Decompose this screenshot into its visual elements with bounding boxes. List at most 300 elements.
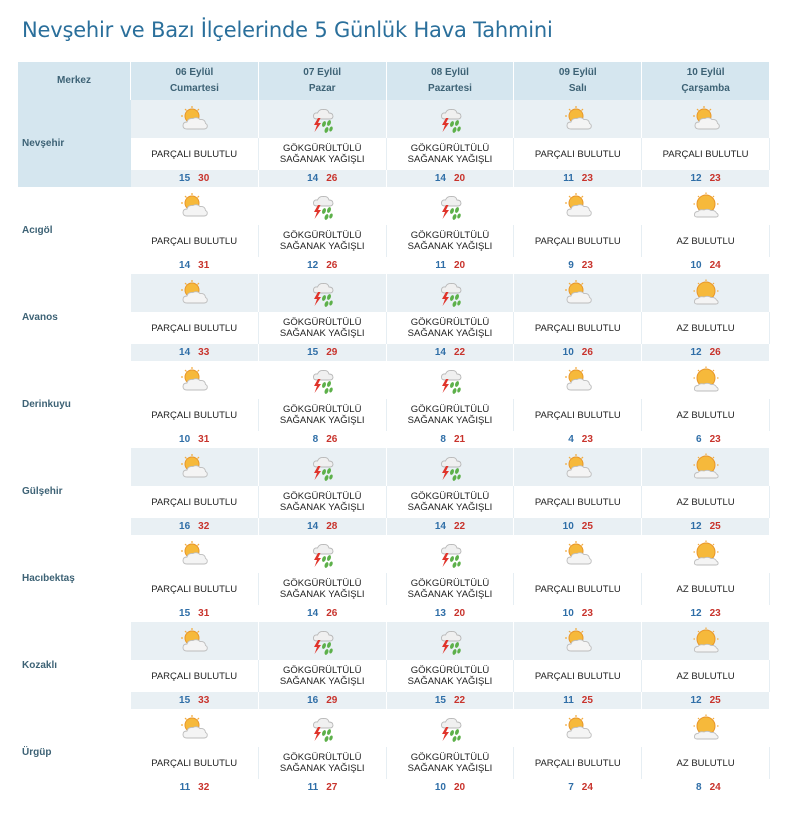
low-temperature: 15: [179, 695, 191, 706]
partly-cloudy-icon: [179, 284, 209, 301]
description-line: GÖKGÜRÜLTÜLÜ: [410, 404, 490, 415]
description-line: GÖKGÜRÜLTÜLÜ: [282, 578, 362, 589]
low-temperature: 12: [690, 608, 702, 619]
high-temperature: 20: [453, 782, 466, 793]
city-name: Gülşehir: [18, 448, 131, 535]
temperature-cell: [642, 257, 770, 274]
description-line: PARÇALI BULUTLU: [534, 583, 621, 595]
weather-description: [258, 225, 386, 257]
weather-icon-cell: [642, 187, 770, 225]
description-line: GÖKGÜRÜLTÜLÜ: [410, 752, 490, 763]
weather-description: [514, 312, 642, 344]
description-line: PARÇALI BULUTLU: [151, 670, 238, 682]
temperature-row: [18, 257, 770, 274]
weather-icon-cell: [386, 709, 514, 747]
description-line: SAĞANAK YAĞIŞLI: [279, 589, 365, 600]
description-line: SAĞANAK YAĞIŞLI: [279, 502, 365, 513]
high-temperature: 32: [198, 782, 210, 793]
description-line: SAĞANAK YAĞIŞLI: [407, 763, 493, 774]
weather-description: [131, 660, 259, 692]
high-temperature: 26: [326, 260, 338, 271]
description-line: GÖKGÜRÜLTÜLÜ: [282, 665, 362, 676]
weather-description: [258, 486, 386, 518]
temperature-cell: [386, 431, 514, 448]
high-temperature: 26: [326, 173, 338, 184]
high-temperature: 25: [581, 521, 593, 532]
description-line: GÖKGÜRÜLTÜLÜ: [282, 752, 362, 763]
weather-description: [642, 138, 770, 170]
description-row: [18, 399, 770, 431]
thunder-shower-icon: [435, 197, 465, 214]
temperature-row: [18, 170, 770, 187]
description-line: PARÇALI BULUTLU: [534, 235, 621, 247]
weather-icon-cell: [514, 535, 642, 573]
high-temperature: 28: [326, 521, 338, 532]
weather-description: [386, 747, 514, 779]
weather-description: [386, 660, 514, 692]
description-line: SAĞANAK YAĞIŞLI: [407, 589, 493, 600]
thunder-shower-icon: [435, 458, 465, 475]
description-line: PARÇALI BULUTLU: [534, 670, 621, 682]
description-line: SAĞANAK YAĞIŞLI: [407, 676, 493, 687]
description-line: PARÇALI BULUTLU: [151, 148, 238, 160]
partly-cloudy-icon: [563, 197, 593, 214]
description-line: AZ BULUTLU: [676, 235, 735, 247]
partly-cloudy-icon: [179, 458, 209, 475]
high-temperature: 30: [198, 173, 210, 184]
temperature-cell: [514, 257, 642, 274]
weather-description: [514, 399, 642, 431]
city-row: [18, 274, 770, 312]
high-temperature: 26: [326, 434, 338, 445]
description-line: PARÇALI BULUTLU: [151, 583, 238, 595]
weather-description: [131, 747, 259, 779]
weather-description: [131, 312, 259, 344]
temperature-cell: [258, 779, 386, 796]
low-temperature: 14: [179, 347, 191, 358]
description-row: [18, 312, 770, 344]
partly-cloudy-icon: [179, 110, 209, 127]
weather-icon-cell: [386, 187, 514, 225]
temperature-cell: [514, 605, 642, 622]
city-name: Hacıbektaş: [18, 535, 131, 622]
low-temperature: 14: [434, 347, 446, 358]
weather-description: [386, 138, 514, 170]
city-row: [18, 187, 770, 225]
temperature-cell: [642, 170, 770, 187]
weather-description: [386, 573, 514, 605]
temperature-cell: [642, 518, 770, 535]
low-temperature: 8: [440, 434, 446, 445]
description-line: PARÇALI BULUTLU: [534, 409, 621, 421]
partly-cloudy-icon: [563, 545, 593, 562]
low-temperature: 13: [434, 608, 446, 619]
description-line: SAĞANAK YAĞIŞLI: [279, 415, 365, 426]
weather-icon-cell: [131, 274, 259, 312]
low-temperature: 10: [434, 782, 446, 793]
low-temperature: 10: [562, 608, 574, 619]
high-temperature: 26: [326, 608, 338, 619]
high-temperature: 22: [453, 521, 466, 532]
high-temperature: 24: [709, 260, 721, 271]
weather-icon-cell: [258, 274, 386, 312]
weather-icon-cell: [258, 709, 386, 747]
high-temperature: 29: [326, 695, 338, 706]
description-line: SAĞANAK YAĞIŞLI: [407, 415, 493, 426]
temperature-cell: [514, 431, 642, 448]
low-temperature: 12: [690, 347, 702, 358]
description-line: AZ BULUTLU: [676, 670, 735, 682]
weather-icon-cell: [258, 448, 386, 486]
weather-description: [514, 225, 642, 257]
low-temperature: 11: [179, 782, 191, 793]
thunder-shower-icon: [307, 284, 337, 301]
description-row: [18, 486, 770, 518]
weather-icon-cell: [386, 361, 514, 399]
forecast-table: [18, 62, 770, 796]
day-header: 08 Eylül Pazartesi: [386, 62, 514, 100]
thunder-shower-icon: [307, 545, 337, 562]
temperature-cell: [131, 431, 259, 448]
low-temperature: 6: [696, 434, 702, 445]
temperature-cell: [258, 431, 386, 448]
weather-description: [258, 747, 386, 779]
description-line: SAĞANAK YAĞIŞLI: [407, 328, 493, 339]
weather-description: [642, 660, 770, 692]
low-temperature: 14: [307, 608, 319, 619]
temperature-cell: [258, 518, 386, 535]
weather-description: [131, 138, 259, 170]
description-row: [18, 660, 770, 692]
weather-description: [131, 573, 259, 605]
high-temperature: 26: [709, 347, 721, 358]
weather-icon-cell: [514, 709, 642, 747]
temperature-row: [18, 518, 770, 535]
weather-description: [514, 138, 642, 170]
temperature-cell: [642, 344, 770, 361]
high-temperature: 23: [581, 608, 593, 619]
weather-icon-cell: [642, 100, 770, 138]
high-temperature: 23: [709, 608, 721, 619]
weather-description: [258, 138, 386, 170]
city-name: Kozaklı: [18, 622, 131, 709]
weather-description: [642, 399, 770, 431]
description-line: PARÇALI BULUTLU: [151, 409, 238, 421]
low-temperature: 12: [690, 173, 702, 184]
description-line: GÖKGÜRÜLTÜLÜ: [282, 317, 362, 328]
page-title: Nevşehir ve Bazı İlçelerinde 5 Günlük Hava Tahmini: [22, 18, 553, 42]
high-temperature: 31: [198, 434, 210, 445]
high-temperature: 20: [453, 608, 466, 619]
temperature-cell: [131, 779, 259, 796]
weather-description: [514, 486, 642, 518]
thunder-shower-icon: [307, 719, 337, 736]
temperature-cell: [642, 692, 770, 709]
description-line: PARÇALI BULUTLU: [534, 496, 621, 508]
temperature-cell: [642, 431, 770, 448]
temperature-cell: [642, 605, 770, 622]
thunder-shower-icon: [307, 197, 337, 214]
description-line: AZ BULUTLU: [676, 583, 735, 595]
mostly-sunny-icon: [691, 284, 721, 301]
description-row: [18, 138, 770, 170]
weather-description: [131, 399, 259, 431]
partly-cloudy-icon: [563, 284, 593, 301]
weather-icon-cell: [258, 187, 386, 225]
high-temperature: 22: [453, 347, 466, 358]
temperature-cell: [514, 692, 642, 709]
temperature-cell: [386, 605, 514, 622]
low-temperature: 16: [307, 695, 319, 706]
partly-cloudy-icon: [563, 371, 593, 388]
low-temperature: 12: [690, 521, 702, 532]
day-header: 06 Eylül Cumartesi: [131, 62, 259, 100]
description-line: AZ BULUTLU: [676, 757, 735, 769]
description-line: GÖKGÜRÜLTÜLÜ: [282, 143, 362, 154]
description-line: GÖKGÜRÜLTÜLÜ: [410, 230, 490, 241]
weather-icon-cell: [131, 535, 259, 573]
weather-description: [514, 660, 642, 692]
description-row: [18, 747, 770, 779]
temperature-cell: [131, 170, 259, 187]
weather-icon-cell: [514, 274, 642, 312]
day-header: 10 Eylül Çarşamba: [642, 62, 770, 100]
mostly-sunny-icon: [691, 719, 721, 736]
city-row: [18, 100, 770, 138]
temperature-cell: [514, 344, 642, 361]
weather-icon-cell: [642, 535, 770, 573]
low-temperature: 11: [307, 782, 319, 793]
high-temperature: 20: [453, 173, 466, 184]
high-temperature: 25: [581, 695, 593, 706]
weather-description: [386, 399, 514, 431]
weather-icon-cell: [514, 361, 642, 399]
high-temperature: 22: [453, 695, 466, 706]
high-temperature: 33: [198, 695, 210, 706]
weather-icon-cell: [258, 361, 386, 399]
description-line: SAĞANAK YAĞIŞLI: [407, 502, 493, 513]
temperature-cell: [131, 518, 259, 535]
weather-description: [514, 747, 642, 779]
temperature-cell: [386, 692, 514, 709]
weather-description: [642, 225, 770, 257]
weather-icon-cell: [642, 274, 770, 312]
low-temperature: 4: [568, 434, 574, 445]
low-temperature: 8: [696, 782, 702, 793]
high-temperature: 31: [198, 260, 210, 271]
high-temperature: 29: [326, 347, 338, 358]
weather-icon-cell: [642, 361, 770, 399]
low-temperature: 15: [434, 695, 446, 706]
description-line: SAĞANAK YAĞIŞLI: [279, 241, 365, 252]
weather-description: [642, 573, 770, 605]
description-line: GÖKGÜRÜLTÜLÜ: [282, 491, 362, 502]
weather-icon-cell: [131, 448, 259, 486]
thunder-shower-icon: [307, 458, 337, 475]
description-row: [18, 225, 770, 257]
temperature-cell: [258, 344, 386, 361]
temperature-cell: [386, 344, 514, 361]
city-name: Ürgüp: [18, 709, 131, 796]
high-temperature: 32: [198, 521, 210, 532]
temperature-cell: [386, 257, 514, 274]
low-temperature: 11: [563, 173, 574, 184]
temperature-row: [18, 605, 770, 622]
low-temperature: 14: [307, 521, 319, 532]
thunder-shower-icon: [307, 110, 337, 127]
low-temperature: 14: [179, 260, 191, 271]
low-temperature: 10: [179, 434, 191, 445]
description-line: SAĞANAK YAĞIŞLI: [279, 154, 365, 165]
description-line: GÖKGÜRÜLTÜLÜ: [410, 665, 490, 676]
low-temperature: 11: [435, 260, 446, 271]
mostly-sunny-icon: [691, 545, 721, 562]
city-name: Derinkuyu: [18, 361, 131, 448]
weather-icon-cell: [642, 709, 770, 747]
weather-icon-cell: [131, 100, 259, 138]
partly-cloudy-icon: [691, 110, 721, 127]
weather-icon-cell: [131, 187, 259, 225]
description-line: AZ BULUTLU: [676, 496, 735, 508]
weather-icon-cell: [131, 361, 259, 399]
city-name: Acıgöl: [18, 187, 131, 274]
weather-icon-cell: [386, 448, 514, 486]
description-line: PARÇALI BULUTLU: [534, 322, 621, 334]
high-temperature: 23: [709, 173, 721, 184]
weather-description: [258, 573, 386, 605]
partly-cloudy-icon: [563, 458, 593, 475]
weather-description: [642, 747, 770, 779]
thunder-shower-icon: [435, 719, 465, 736]
mostly-sunny-icon: [691, 197, 721, 214]
description-line: PARÇALI BULUTLU: [534, 757, 621, 769]
temperature-row: [18, 431, 770, 448]
weather-description: [258, 399, 386, 431]
low-temperature: 12: [307, 260, 319, 271]
weather-description: [131, 225, 259, 257]
weather-description: [386, 486, 514, 518]
low-temperature: 15: [179, 173, 191, 184]
temperature-cell: [131, 257, 259, 274]
high-temperature: 23: [581, 260, 593, 271]
temperature-cell: [131, 692, 259, 709]
weather-icon-cell: [514, 100, 642, 138]
weather-icon-cell: [514, 187, 642, 225]
city-column-header: Merkez: [18, 62, 131, 100]
temperature-cell: [258, 692, 386, 709]
low-temperature: 14: [434, 521, 446, 532]
weather-icon-cell: [386, 535, 514, 573]
thunder-shower-icon: [435, 371, 465, 388]
weather-icon-cell: [514, 622, 642, 660]
mostly-sunny-icon: [691, 458, 721, 475]
high-temperature: 33: [198, 347, 210, 358]
mostly-sunny-icon: [691, 632, 721, 649]
low-temperature: 7: [568, 782, 574, 793]
temperature-cell: [258, 605, 386, 622]
thunder-shower-icon: [435, 284, 465, 301]
temperature-cell: [131, 605, 259, 622]
description-line: SAĞANAK YAĞIŞLI: [279, 328, 365, 339]
temperature-cell: [258, 257, 386, 274]
city-row: [18, 448, 770, 486]
high-temperature: 23: [581, 434, 593, 445]
high-temperature: 25: [709, 695, 721, 706]
description-line: PARÇALI BULUTLU: [662, 148, 749, 160]
low-temperature: 15: [179, 608, 191, 619]
city-row: [18, 622, 770, 660]
high-temperature: 20: [453, 260, 466, 271]
low-temperature: 10: [562, 521, 574, 532]
weather-icon-cell: [514, 448, 642, 486]
thunder-shower-icon: [435, 545, 465, 562]
description-line: GÖKGÜRÜLTÜLÜ: [410, 578, 490, 589]
weather-icon-cell: [642, 622, 770, 660]
temperature-cell: [514, 170, 642, 187]
partly-cloudy-icon: [563, 110, 593, 127]
high-temperature: 24: [581, 782, 593, 793]
high-temperature: 24: [709, 782, 721, 793]
mostly-sunny-icon: [691, 371, 721, 388]
partly-cloudy-icon: [179, 371, 209, 388]
city-row: [18, 535, 770, 573]
weather-icon-cell: [131, 622, 259, 660]
weather-icon-cell: [131, 709, 259, 747]
high-temperature: 27: [326, 782, 338, 793]
thunder-shower-icon: [435, 110, 465, 127]
temperature-row: [18, 779, 770, 796]
low-temperature: 15: [307, 347, 319, 358]
temperature-cell: [386, 170, 514, 187]
description-line: AZ BULUTLU: [676, 409, 735, 421]
high-temperature: 25: [709, 521, 721, 532]
high-temperature: 31: [198, 608, 210, 619]
table-header-row: [18, 62, 770, 100]
description-row: [18, 573, 770, 605]
weather-description: [131, 486, 259, 518]
weather-icon-cell: [258, 535, 386, 573]
description-line: SAĞANAK YAĞIŞLI: [407, 154, 493, 165]
weather-description: [642, 312, 770, 344]
weather-icon-cell: [386, 274, 514, 312]
city-name: Nevşehir: [18, 100, 131, 187]
description-line: PARÇALI BULUTLU: [151, 322, 238, 334]
low-temperature: 14: [434, 173, 446, 184]
high-temperature: 26: [581, 347, 593, 358]
weather-description: [386, 312, 514, 344]
description-line: PARÇALI BULUTLU: [151, 757, 238, 769]
weather-icon-cell: [258, 100, 386, 138]
temperature-cell: [131, 344, 259, 361]
description-line: GÖKGÜRÜLTÜLÜ: [410, 143, 490, 154]
day-header: 09 Eylül Salı: [514, 62, 642, 100]
city-name: Avanos: [18, 274, 131, 361]
temperature-cell: [642, 779, 770, 796]
weather-description: [258, 660, 386, 692]
description-line: GÖKGÜRÜLTÜLÜ: [410, 491, 490, 502]
low-temperature: 10: [690, 260, 702, 271]
thunder-shower-icon: [307, 632, 337, 649]
weather-icon-cell: [258, 622, 386, 660]
temperature-cell: [386, 518, 514, 535]
description-line: AZ BULUTLU: [676, 322, 735, 334]
low-temperature: 8: [312, 434, 319, 445]
description-line: GÖKGÜRÜLTÜLÜ: [410, 317, 490, 328]
weather-description: [386, 225, 514, 257]
temperature-row: [18, 692, 770, 709]
day-header: 07 Eylül Pazar: [258, 62, 386, 100]
thunder-shower-icon: [435, 632, 465, 649]
